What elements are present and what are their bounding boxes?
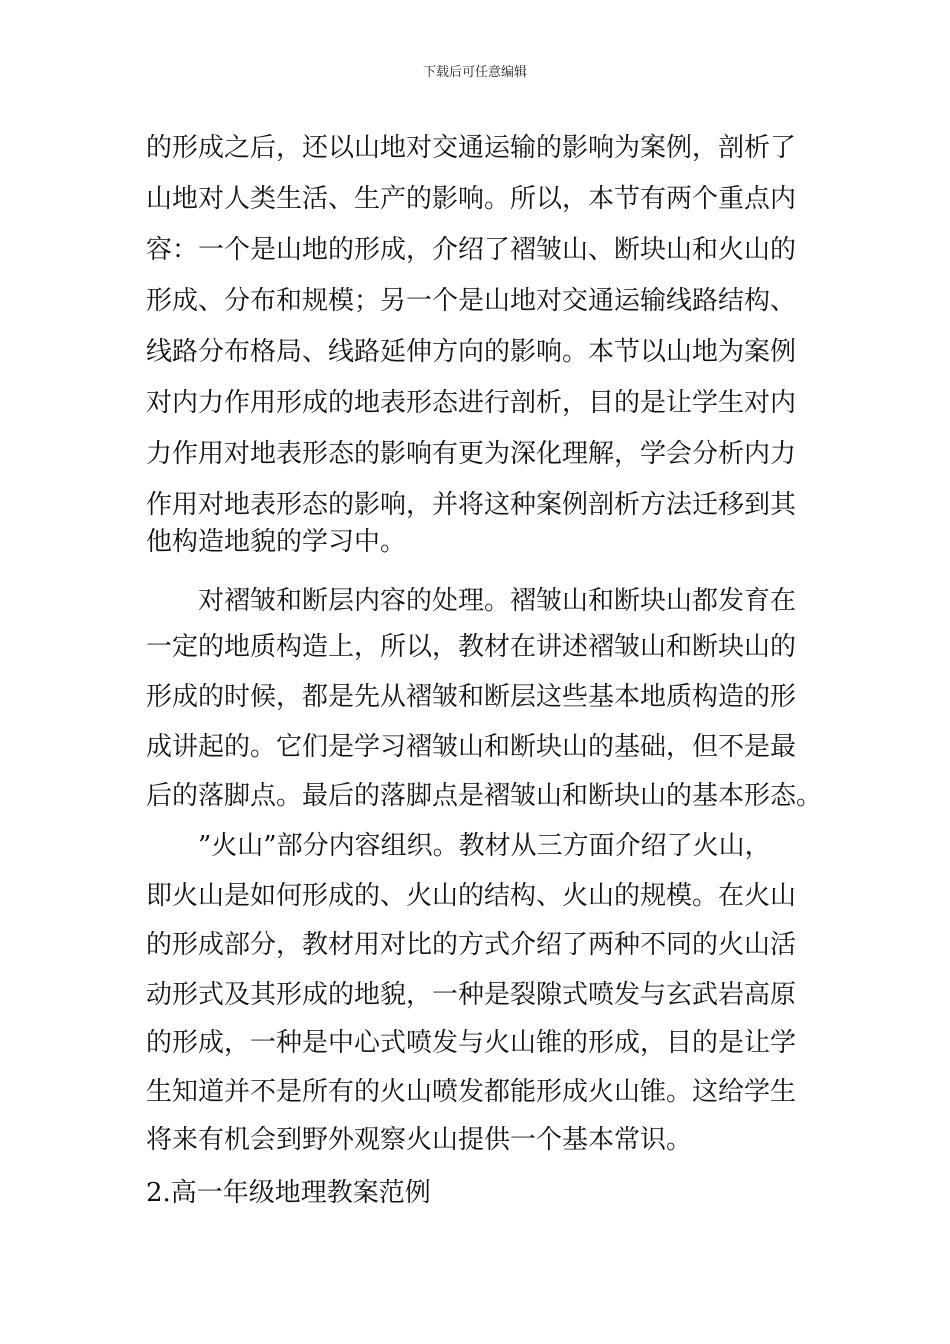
body-line: 形成、分布和规模；另一个是山地对交通运输线路结构、 xyxy=(146,286,797,316)
body-line: 山地对人类生活、生产的影响。所以，本节有两个重点内 xyxy=(146,184,797,214)
body-line: 的形成之后，还以山地对交通运输的影响为案例，剖析了 xyxy=(146,133,797,163)
body-line: 的形成，一种是中心式喷发与火山锥的形成，目的是让学 xyxy=(146,1028,797,1058)
section-heading: 2.高一年级地理教案范例 xyxy=(146,1178,431,1208)
body-line: 成讲起的。它们是学习褶皱山和断块山的基础，但不是最 xyxy=(146,732,797,762)
body-line: 一定的地质构造上，所以，教材在讲述褶皱山和断块山的 xyxy=(146,632,797,662)
body-line: 他构造地貌的学习中。 xyxy=(146,527,407,557)
body-line: 即火山是如何形成的、火山的结构、火山的规模。在火山 xyxy=(146,881,797,911)
body-line: 力作用对地表形态的影响有更为深化理解，学会分析内力 xyxy=(146,439,797,469)
body-line: 生知道并不是所有的火山喷发都能形成火山锥。这给学生 xyxy=(146,1077,797,1107)
paragraph-first-line: 对褶皱和断层内容的处理。褶皱山和断块山都发育在 xyxy=(198,586,797,616)
paragraph-first-line: ”火山”部分内容组织。教材从三方面介绍了火山， xyxy=(198,831,771,861)
body-line: 后的落脚点。最后的落脚点是褶皱山和断块山的基本形态。 xyxy=(146,781,823,811)
body-line: 容：一个是山地的形成，介绍了褶皱山、断块山和火山的 xyxy=(146,235,797,265)
body-line: 形成的时候，都是先从褶皱和断层这些基本地质构造的形 xyxy=(146,682,797,712)
body-line: 对内力作用形成的地表形态进行剖析，目的是让学生对内 xyxy=(146,388,797,418)
body-line: 动形式及其形成的地貌，一种是裂隙式喷发与玄武岩高原 xyxy=(146,980,797,1010)
body-line: 作用对地表形态的影响，并将这种案例剖析方法迁移到其 xyxy=(146,490,797,520)
body-line: 将来有机会到野外观察火山提供一个基本常识。 xyxy=(146,1125,693,1155)
body-line: 的形成部分，教材用对比的方式介绍了两种不同的火山活 xyxy=(146,930,797,960)
body-line: 线路分布格局、线路延伸方向的影响。本节以山地为案例 xyxy=(146,337,797,367)
header-note: 下载后可任意编辑 xyxy=(422,65,527,80)
